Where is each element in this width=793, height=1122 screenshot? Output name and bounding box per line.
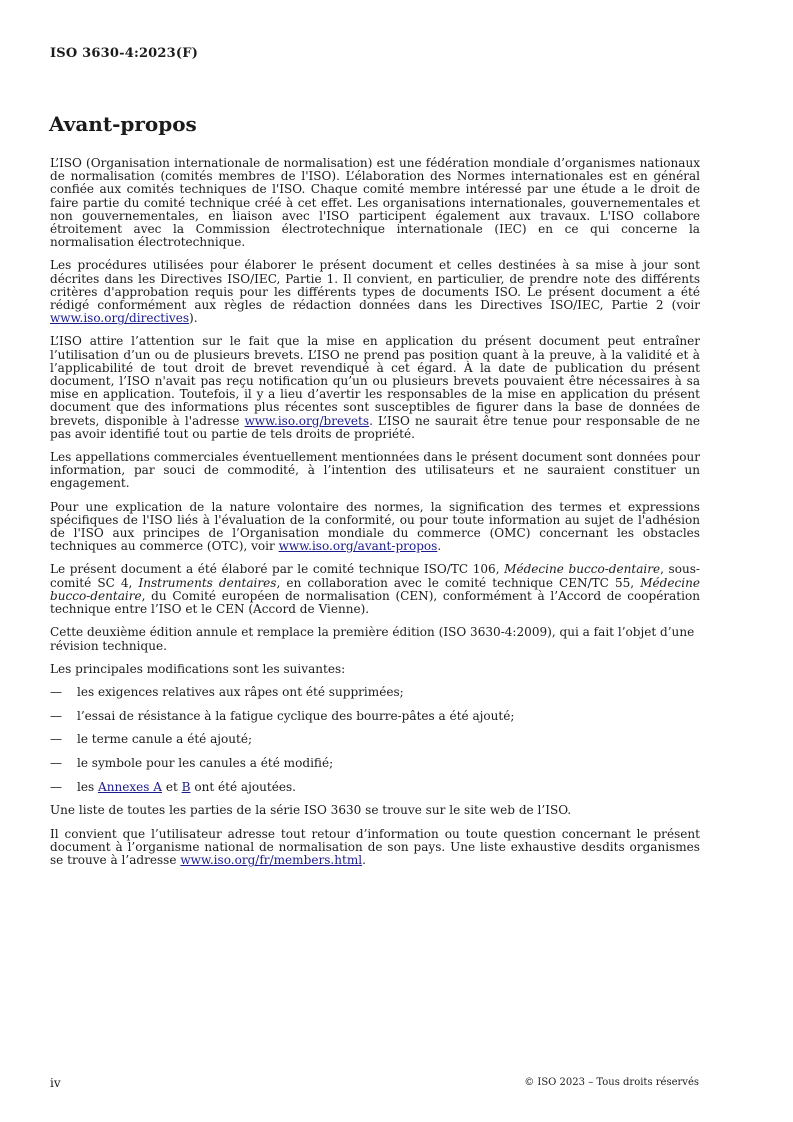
paragraph-series-parts: Une liste de toutes les parties de la série ISO 3630 se trouve sur le site web de l’ISO. xyxy=(50,803,572,818)
paragraph-iso-intro: L’ISO (Organisation internationale de normalisation) est une fédération mondiale d’organismes nationaux de normalisation (comités membres de l'ISO). L’élaboration des Normes internationales est en général confiée aux comités techniques de l'ISO. Chaque comité membre intéressé par une étude a le droit de faire partie du comité technique créé à cet effet. Les organisations internationales, gouvernementales et non gouvernementales, en liaison avec l'ISO participent également aux travaux. L'ISO collabore étroitement avec la Commission électrotechnique internationale (IEC) en ce qui concerne la normalisation électrotechnique. xyxy=(50,156,700,250)
paragraph-trade-names: Les appellations commerciales éventuellement mentionnées dans le présent document sont données pour information, par souci de commodité, à l’intention des utilisateurs et ne sauraient constituer un engagement. xyxy=(50,450,700,491)
paragraph-modifications-intro: Les principales modifications sont les suivantes: xyxy=(50,661,346,676)
dash-marker: — xyxy=(50,732,63,747)
paragraph-procedures: Les procédures utilisées pour élaborer le présent document et celles destinées à sa mise à jour sont décrites dans les Directives ISO/IEC, Partie 1. Il convient, en particulier, de prendre note des différents critères d'approbation requis pour les différents types de documents ISO. Le présent document a été rédigé conformément aux règles de rédaction données dans les Directives ISO/IEC, Partie 2 (voir www.iso.org/directives). xyxy=(50,258,700,326)
dash-marker: — xyxy=(50,708,63,723)
copyright-notice: © ISO 2023 – Tous droits réservés xyxy=(524,1077,699,1088)
foreword-body xyxy=(50,157,700,877)
dash-marker: — xyxy=(50,756,63,771)
paragraph-patents: L’ISO attire l’attention sur le fait que la mise en application du présent document peut entraîner l’utilisation d’un ou de plusieurs brevets. L’ISO ne prend pas position quant à la preuve, à la validité et à l’applicabilité de tout droit de brevet revendiqué à cet égard. À la date de publication du présent document, l’ISO n'avait pas reçu notification qu’un ou plusieurs brevets pouvaient être nécessaires à sa mise en application. Toutefois, il y a lieu d’avertir les responsables de la mise en application du présent document que des informations plus récentes sont susceptibles de figurer dans la base de données de brevets, disponible à l'adresse www.iso.org/brevets. L’ISO ne saurait être tenue pour responsable de ne pas avoir identifié tout ou partie de tels droits de propriété. xyxy=(50,334,700,441)
list-item: — les exigences relatives aux râpes ont été supprimées; xyxy=(50,684,404,699)
list-item: — le symbole pour les canules a été modifié; xyxy=(50,756,334,771)
annex-a-link[interactable]: Annexes A xyxy=(98,779,162,794)
foreword-link[interactable]: www.iso.org/avant-propos xyxy=(278,539,438,554)
dash-marker: — xyxy=(50,684,63,699)
dash-marker: — xyxy=(50,779,63,794)
modifications-list xyxy=(50,686,700,794)
paragraph-committee: Le présent document a été élaboré par le comité technique ISO/TC 106, Médecine bucco-dentaire, sous-comité SC 4, Instruments dentaires, en collaboration avec le comité technique CEN/TC 55, Médecine bucco-dentaire, du Comité européen de normalisation (CEN), conformément à l’Accord de coopération technique entre l’ISO et le CEN (Accord de Vienne). xyxy=(50,562,701,617)
list-item: — le terme canule a été ajouté; xyxy=(50,732,253,747)
patents-link[interactable]: www.iso.org/brevets xyxy=(244,413,370,428)
directives-link[interactable]: www.iso.org/directives xyxy=(50,311,190,326)
page-number: iv xyxy=(50,1076,61,1090)
list-item: — les Annexes A et B ont été ajoutées. xyxy=(50,779,296,794)
paragraph-edition: Cette deuxième édition annule et remplace la première édition (ISO 3630-4:2009), qui a fait l’objet d’une révision technique. xyxy=(50,625,695,653)
list-item: — l’essai de résistance à la fatigue cyclique des bourre-pâtes a été ajouté; xyxy=(50,708,515,723)
paragraph-feedback: Il convient que l’utilisateur adresse tout retour d’information ou toute question concernant le présent document à l’organisme national de normalisation de son pays. Une liste exhaustive desdits organismes se trouve à l’adresse www.iso.org/fr/members.html. xyxy=(50,826,700,868)
annex-b-link[interactable]: B xyxy=(181,779,191,794)
paragraph-voluntary-nature: Pour une explication de la nature volontaire des normes, la signification des termes et expressions spécifiques de l'ISO liés à l'évaluation de la conformité, ou pour toute information au sujet de l'adhésion de l'ISO aux principes de l’Organisation mondiale du commerce (OMC) concernant les obstacles techniques au commerce (OTC), voir www.iso.org/avant-propos. xyxy=(50,499,700,554)
section-title: Avant-propos xyxy=(49,112,197,136)
members-link[interactable]: www.iso.org/fr/members.html xyxy=(180,853,363,868)
document-id-header: ISO 3630-4:2023(F) xyxy=(50,46,199,61)
